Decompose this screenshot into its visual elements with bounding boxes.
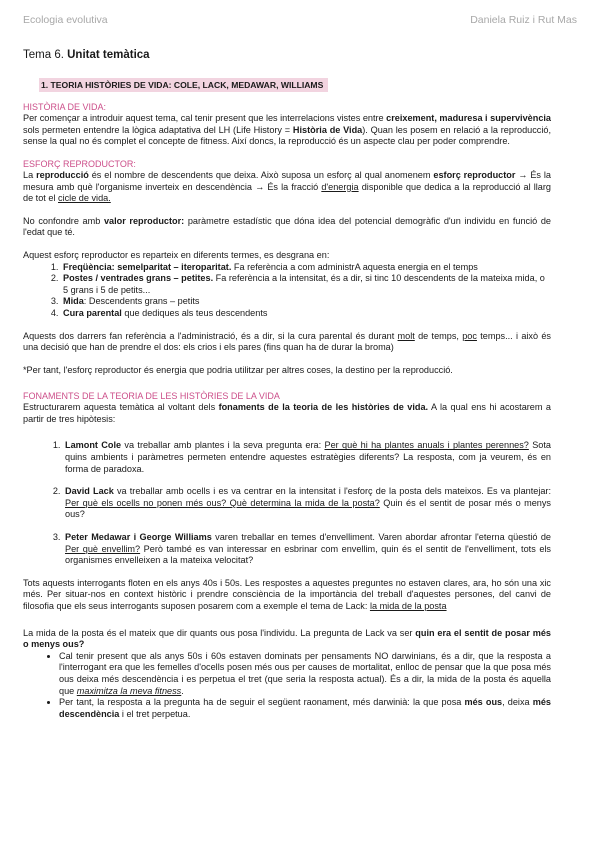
fonaments-paragraph: Estructurarem aquesta temàtica al voltant dels fonaments de la teoria de les històries de vida. A la qual ens hi acostarem a partir de tres hipòtesis: [23,402,551,424]
section-heading-text: 1. TEORIA HISTÒRIES DE VIDA: COLE, LACK, MEDAWAR, WILLIAMS [39,78,328,92]
interrogants-paragraph: Tots aquests interrogants floten en els anys 40s i 50s. Les respostes a aquestes preguntes no estaven clares, ara, ho són una xic més. Per situar-nos en context històric i prendre consciència de la importància del treball d'aquestes persones, del canvi de filosofia que els seus interrogants suposen posarem com a exemple el tema de Lack: la mida de la posta [23,577,551,611]
hipotesis-list [23,440,551,566]
darrers-paragraph: Aquests dos darrers fan referència a l'administració, és a dir, si la cura parental és durant molt de temps, poc temps... i això és una decisió que han de prendre el dos: els crios i els pares (fins quan ha de durar la broma) [23,330,551,353]
pertant-paragraph: *Per tant, l'esforç reproductor és energia que podria utilitzar per altres coses, la destino per la reproducció. [23,364,453,375]
list-item: • Per tant, la resposta a la pregunta ha de seguir el següent raonament, més darwinià: la que posa més ous, deixa més descendència i el tret perpetua. [59,697,551,720]
list-item: 2. David Lack va treballar amb ocells i es va centrar en la intensitat i l'esforç de la posta dels mateixos. Es va plantejar: Per què els ocells no ponen més ous? Què determina la mida de la posta? Quin és el sentit de posar més o menys ous? [63,486,551,521]
list-item: • Cal tenir present que als anys 50s i 60s estaven dominats per pensaments NO darwinians, és a dir, que la resposta a l'interrogant era que les femelles d'ocells posen més ous per causes de mortalitat, enlloc de pensar que la que posa més ous deixa més descendència i es perpetua el tret (que seria la resposta actual). És a dir, la mida de la posta és aquella que maximitza la meva fitness. [59,651,551,697]
section-heading [39,80,551,92]
document-body [23,50,551,720]
list-item: 2. Postes / ventrades grans – petites. Fa referència a la intensitat, és a dir, si tinc 10 descendents de la mateixa mida, o 5 grans i 5 de petits... [61,273,551,296]
esforc-heading: ESFORÇ REPRODUCTOR: [23,158,136,169]
termes-intro: Aquest esforç reproductor es reparteix en diferents termes, es desgrana en: [23,249,330,260]
list-item: 3. Mida: Descendents grans – petits [61,296,551,308]
header-subject: Ecologia evolutiva [23,14,108,26]
list-item: 1. Lamont Cole va treballar amb plantes i la seva pregunta era: Per què hi ha plantes anuals i plantes perennes? Sota quins ambients i paràmetres permeten entendre aquestes estratègies diferents? La resposta, com ja veurem, és en forma de paradoxa. [63,440,551,475]
esforc-paragraph: La reproducció és el nombre de descendents que deixa. Això suposa un esforç al qual anomenem esforç reproductor → És la mesura amb què l'organisme inverteix en descendència → És la fracció d'energia disponible que dedica a la reproducció al llarg de tot el cicle de vida. [23,169,552,204]
termes-list [23,262,551,320]
page-title [23,50,551,62]
title-prefix: Tema 6. [23,49,64,61]
valor-paragraph: No confondre amb valor reproductor: paràmetre estadístic que dóna idea del potencial demogràfic d'un individu en funció de l'edat que té. [23,215,551,238]
historia-heading: HISTÒRIA DE VIDA: [23,102,107,113]
header-authors: Daniela Ruiz i Rut Mas [470,14,577,26]
historia-paragraph: Per començar a introduir aquest tema, cal tenir present que les interrelacions vistes entre creixement, maduresa i supervivència sols permeten entendre la lògica adaptativa del LH (Life History = Història de Vida). Quan les posem en relació a la reproducció, sense la qual no és complet el concepte de fitness. Així doncs, la reproducció és un aspecte clau per poder comprendre. [23,113,551,147]
list-item: 4. Cura parental que dediques als teus descendents [61,308,551,320]
list-item: 3. Peter Medawar i George Williams varen treballar en temes d'envelliment. Varen abordar afrontar l'eterna qüestió de Per què envellim? Però també es van interessar en esbrinar com envellim, quin és el sentit de l'envelliment, tots els organismes envelleixen a la mateixa velocitat? [63,532,551,567]
page-header [23,14,577,28]
mida-paragraph: La mida de la posta és el mateix que dir quants ous posa l'individu. La pregunta de Lack va ser quin era el sentit de posar més o menys ous? [23,627,551,650]
title-name: Unitat temàtica [67,49,150,61]
mida-bullets [23,651,551,721]
fonaments-heading: FONAMENTS DE LA TEORIA DE LES HISTÒRIES DE LA VIDA [23,391,280,402]
list-item: 1. Freqüència: semelparitat – iteroparitat. Fa referència a com administrA aquesta energia en el temps [61,262,551,274]
